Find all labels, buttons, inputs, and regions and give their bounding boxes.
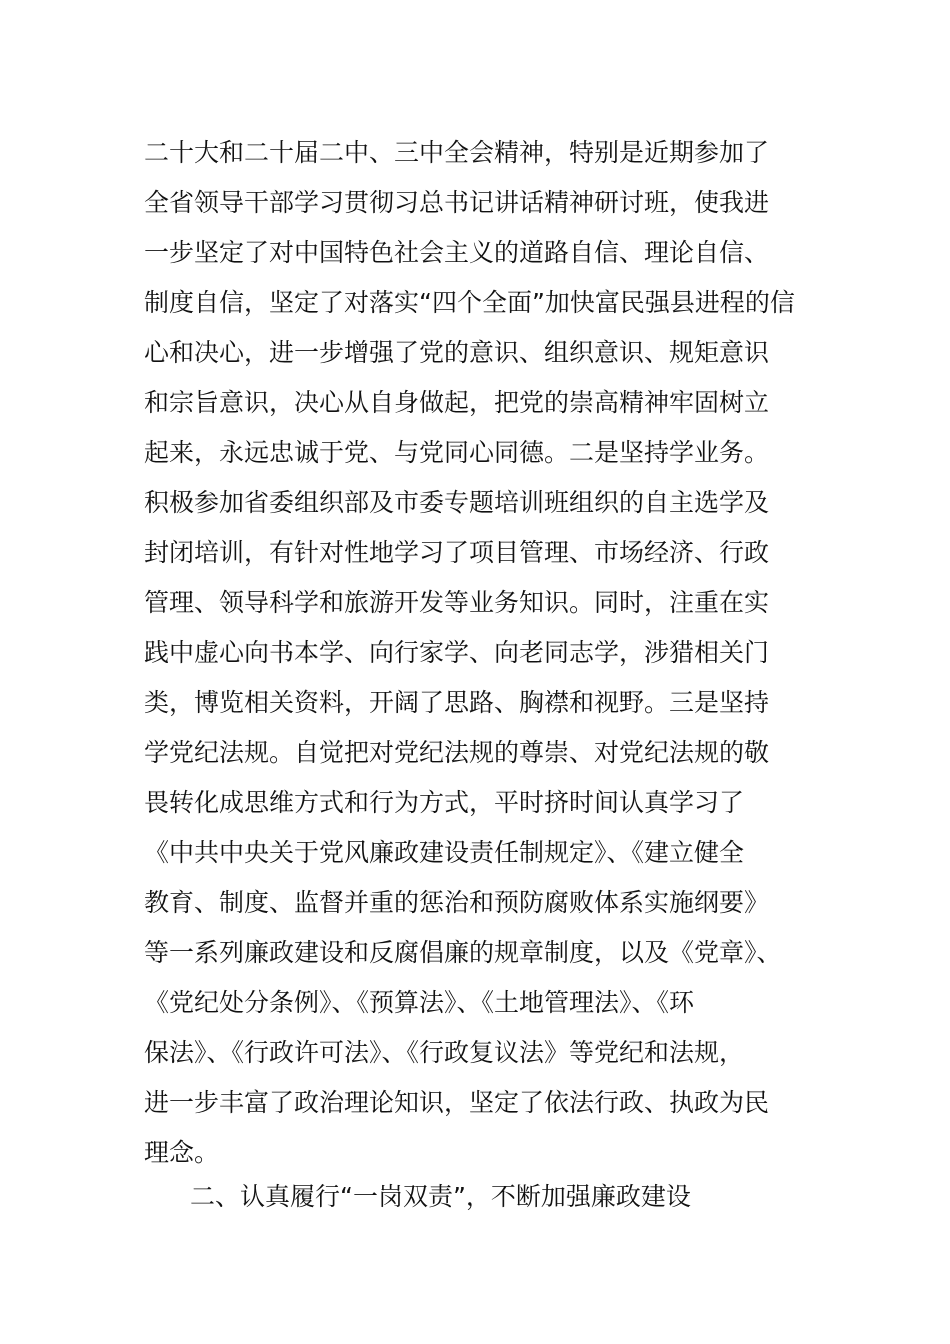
paragraph-line: 教育、制度、监督并重的惩治和预防腐败体系实施纲要》 — [144, 888, 770, 917]
paragraph-line: 一步坚定了对中国特色社会主义的道路自信、理论自信、 — [144, 238, 770, 267]
paragraph-line: 学党纪法规。自觉把对党纪法规的尊崇、对党纪法规的敬 — [144, 738, 770, 767]
paragraph-line: 等一系列廉政建设和反腐倡廉的规章制度，以及《党章》、 — [144, 938, 782, 967]
paragraph-line: 积极参加省委组织部及市委专题培训班组织的自主选学及 — [144, 488, 770, 517]
body-paragraph — [144, 128, 824, 1178]
paragraph-line: 起来，永远忠诚于党、与党同心同德。二是坚持学业务。 — [144, 438, 770, 467]
paragraph-line: 类，博览相关资料，开阔了思路、胸襟和视野。三是坚持 — [144, 688, 770, 717]
paragraph-line: 进一步丰富了政治理论知识，坚定了依法行政、执政为民 — [144, 1088, 770, 1117]
paragraph-line: 《中共中央关于党风廉政建设责任制规定》、《建立健全 — [144, 838, 745, 867]
paragraph-line: 全省领导干部学习贯彻习总书记讲话精神研讨班，使我进 — [144, 188, 770, 217]
section-heading: 二、认真履行“一岗双责”，不断加强廉政建设 — [190, 1182, 691, 1211]
paragraph-line: 二十大和二十届二中、三中全会精神，特别是近期参加了 — [144, 138, 770, 167]
paragraph-line: 和宗旨意识，决心从自身做起，把党的崇高精神牢固树立 — [144, 388, 770, 417]
paragraph-line: 《党纪处分条例》、《预算法》、《土地管理法》、《环 — [144, 988, 695, 1017]
paragraph-line: 心和决心，进一步增强了党的意识、组织意识、规矩意识 — [144, 338, 770, 367]
paragraph-line: 践中虚心向书本学、向行家学、向老同志学，涉猎相关门 — [144, 638, 770, 667]
paragraph-line: 保法》、《行政许可法》、《行政复议法》等党纪和法规， — [144, 1038, 745, 1067]
paragraph-line: 管理、领导科学和旅游开发等业务知识。同时，注重在实 — [144, 588, 770, 617]
paragraph-line: 理念。 — [144, 1138, 220, 1167]
paragraph-line: 畏转化成思维方式和行为方式，平时挤时间认真学习了 — [144, 788, 745, 817]
paragraph-line: 封闭培训，有针对性地学习了项目管理、市场经济、行政 — [144, 538, 770, 567]
paragraph-line: 制度自信，坚定了对落实“四个全面”加快富民强县进程的信 — [144, 288, 795, 317]
